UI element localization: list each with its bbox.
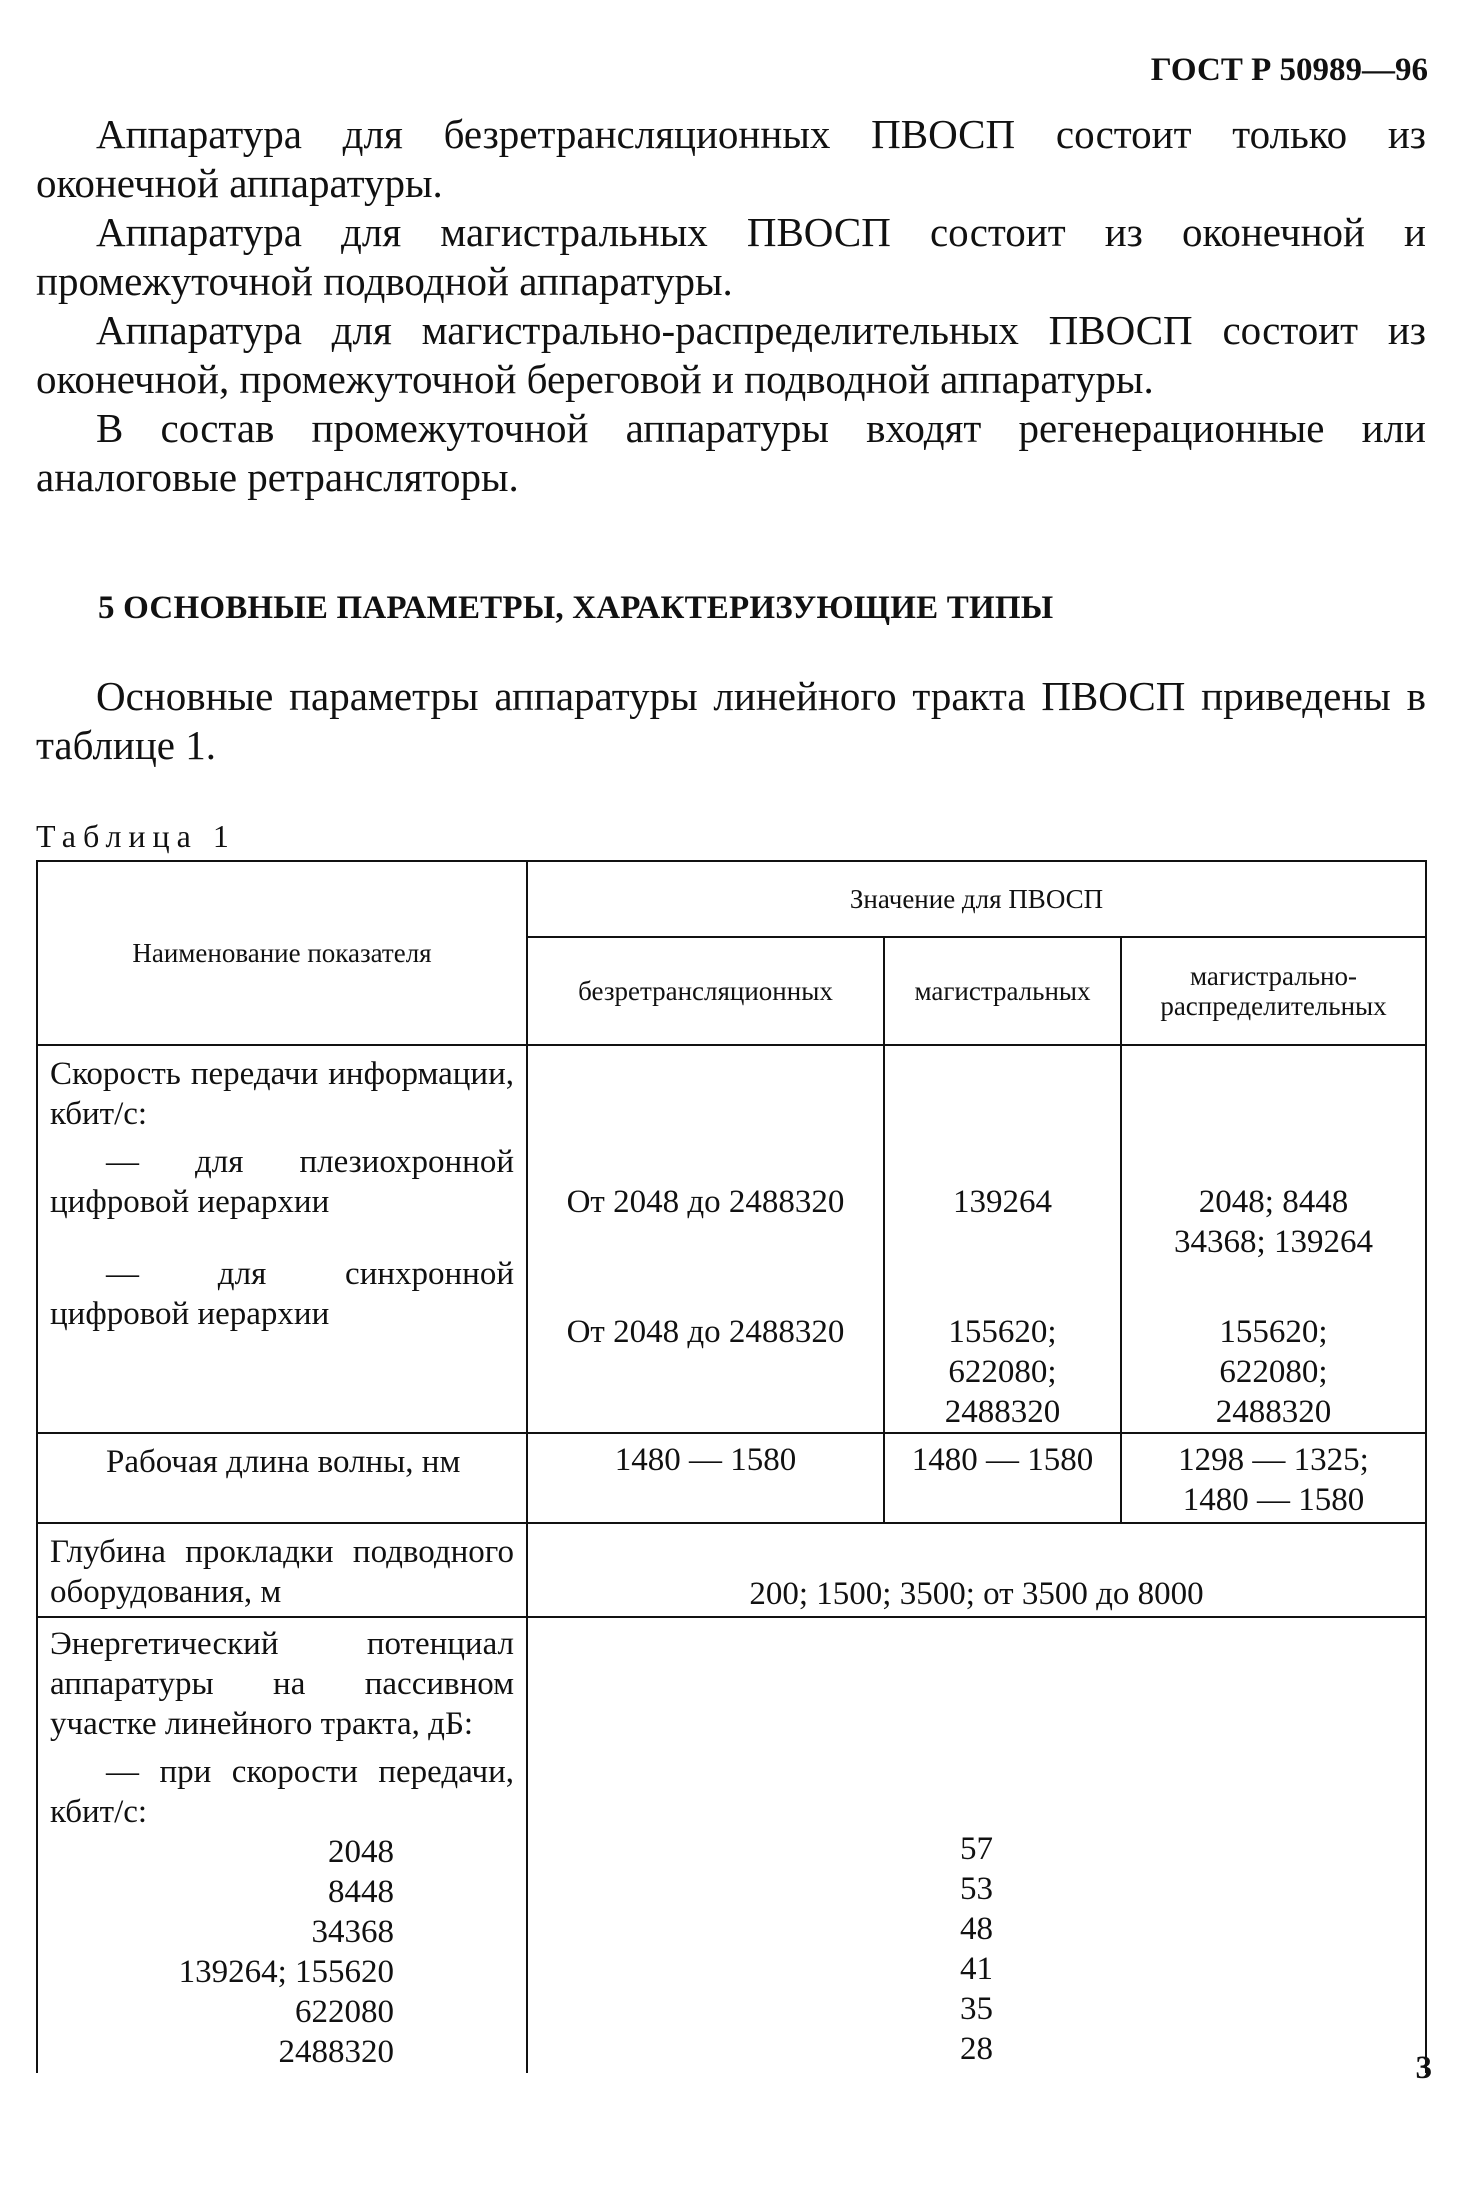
paragraph-2: Аппаратура для магистральных ПВОСП состоит из оконечной и промежуточной подводной аппаратуры.: [36, 209, 1426, 304]
row-speed-col1: [527, 1045, 884, 1433]
row-speed-label: [37, 1045, 527, 1433]
depth-value: 200; 1500; 3500; от 3500 до 8000: [527, 1523, 1426, 1617]
speed-sync-col1: От 2048 до 2488320: [566, 1314, 845, 1350]
energy-rate-5: 622080: [295, 1994, 394, 2030]
wavelength-col3: [1121, 1433, 1426, 1523]
energy-value-1: 57: [960, 1831, 993, 1867]
speed-plesio-col2: 139264: [953, 1184, 1052, 1220]
speed-label: Скорость передачи информации, кбит/с:: [50, 1056, 514, 1132]
speed-plesio-col3-a: 2048; 8448: [1198, 1184, 1349, 1220]
header-col1: безретрансляционных: [527, 937, 884, 1045]
energy-values: [527, 1617, 1426, 2073]
header-col2: магистральных: [884, 937, 1121, 1045]
energy-label: Энергетический потенциал аппаратуры на пассивном участке линейного тракта, дБ:: [50, 1626, 514, 1742]
wavelength-label: Рабочая длина волны, нм: [37, 1433, 527, 1523]
paragraph-3: Аппаратура для магистрально-распределительных ПВОСП состоит из оконечной, промежуточной береговой и подводной аппаратуры.: [36, 307, 1426, 402]
document-header: ГОСТ Р 50989—96: [1150, 52, 1428, 88]
energy-rate-1: 2048: [328, 1834, 394, 1870]
wavelength-col3-a: 1298 — 1325;: [1178, 1442, 1369, 1478]
energy-rate-6: 2488320: [278, 2034, 394, 2070]
speed-sync-col2-a: 155620;: [948, 1314, 1057, 1350]
energy-sub-label: — при скорости передачи, кбит/с:: [50, 1754, 514, 1830]
header-param: Наименование показателя: [37, 861, 527, 1045]
speed-plesio-col3-b: 34368; 139264: [1174, 1224, 1373, 1260]
header-col3: магистрально-распределительных: [1121, 937, 1426, 1045]
energy-value-3: 48: [960, 1911, 993, 1947]
energy-value-2: 53: [960, 1871, 993, 1907]
energy-rate-2: 8448: [328, 1874, 394, 1910]
speed-plesio-label: — для плезиохронной цифровой иерархии: [50, 1144, 514, 1220]
header-group: Значение для ПВОСП: [527, 861, 1426, 937]
paragraph-1: Аппаратура для безретрансляционных ПВОСП состоит только из оконечной аппаратуры.: [36, 111, 1426, 206]
section-heading: 5 ОСНОВНЫЕ ПАРАМЕТРЫ, ХАРАКТЕРИЗУЮЩИЕ ТИПЫ: [98, 590, 1054, 626]
speed-plesio-col1: От 2048 до 2488320: [566, 1184, 845, 1220]
speed-sync-label: — для синхронной цифровой иерархии: [50, 1256, 514, 1332]
page-number: 3: [1415, 2050, 1432, 2086]
speed-sync-col2-c: 2488320: [944, 1394, 1061, 1430]
wavelength-col1: 1480 — 1580: [527, 1433, 884, 1523]
speed-sync-col3-b: 622080;: [1219, 1354, 1328, 1390]
paragraph-4: В состав промежуточной аппаратуры входят регенерационные или аналоговые ретрансляторы.: [36, 405, 1426, 500]
depth-label: Глубина прокладки подводного оборудования, м: [37, 1523, 527, 1617]
speed-sync-col2-b: 622080;: [948, 1354, 1057, 1390]
energy-value-4: 41: [960, 1951, 993, 1987]
speed-sync-col3-a: 155620;: [1219, 1314, 1328, 1350]
energy-rate-3: 34368: [311, 1914, 394, 1950]
speed-sync-col3-c: 2488320: [1215, 1394, 1332, 1430]
wavelength-col3-b: 1480 — 1580: [1182, 1482, 1365, 1518]
table-caption: Таблица 1: [36, 818, 236, 854]
energy-value-5: 35: [960, 1991, 993, 2027]
energy-rates: [50, 1832, 514, 2072]
wavelength-col2: 1480 — 1580: [884, 1433, 1121, 1523]
row-speed-col2: [884, 1045, 1121, 1433]
parameters-table: [36, 860, 1427, 2073]
row-speed-col3: [1121, 1045, 1426, 1433]
energy-value-6: 28: [960, 2031, 993, 2067]
energy-rate-4: 139264; 155620: [178, 1954, 394, 1990]
intro-paragraph: Основные параметры аппаратуры линейного тракта ПВОСП приведены в таблице 1.: [36, 673, 1426, 768]
energy-label-cell: [37, 1617, 527, 2073]
